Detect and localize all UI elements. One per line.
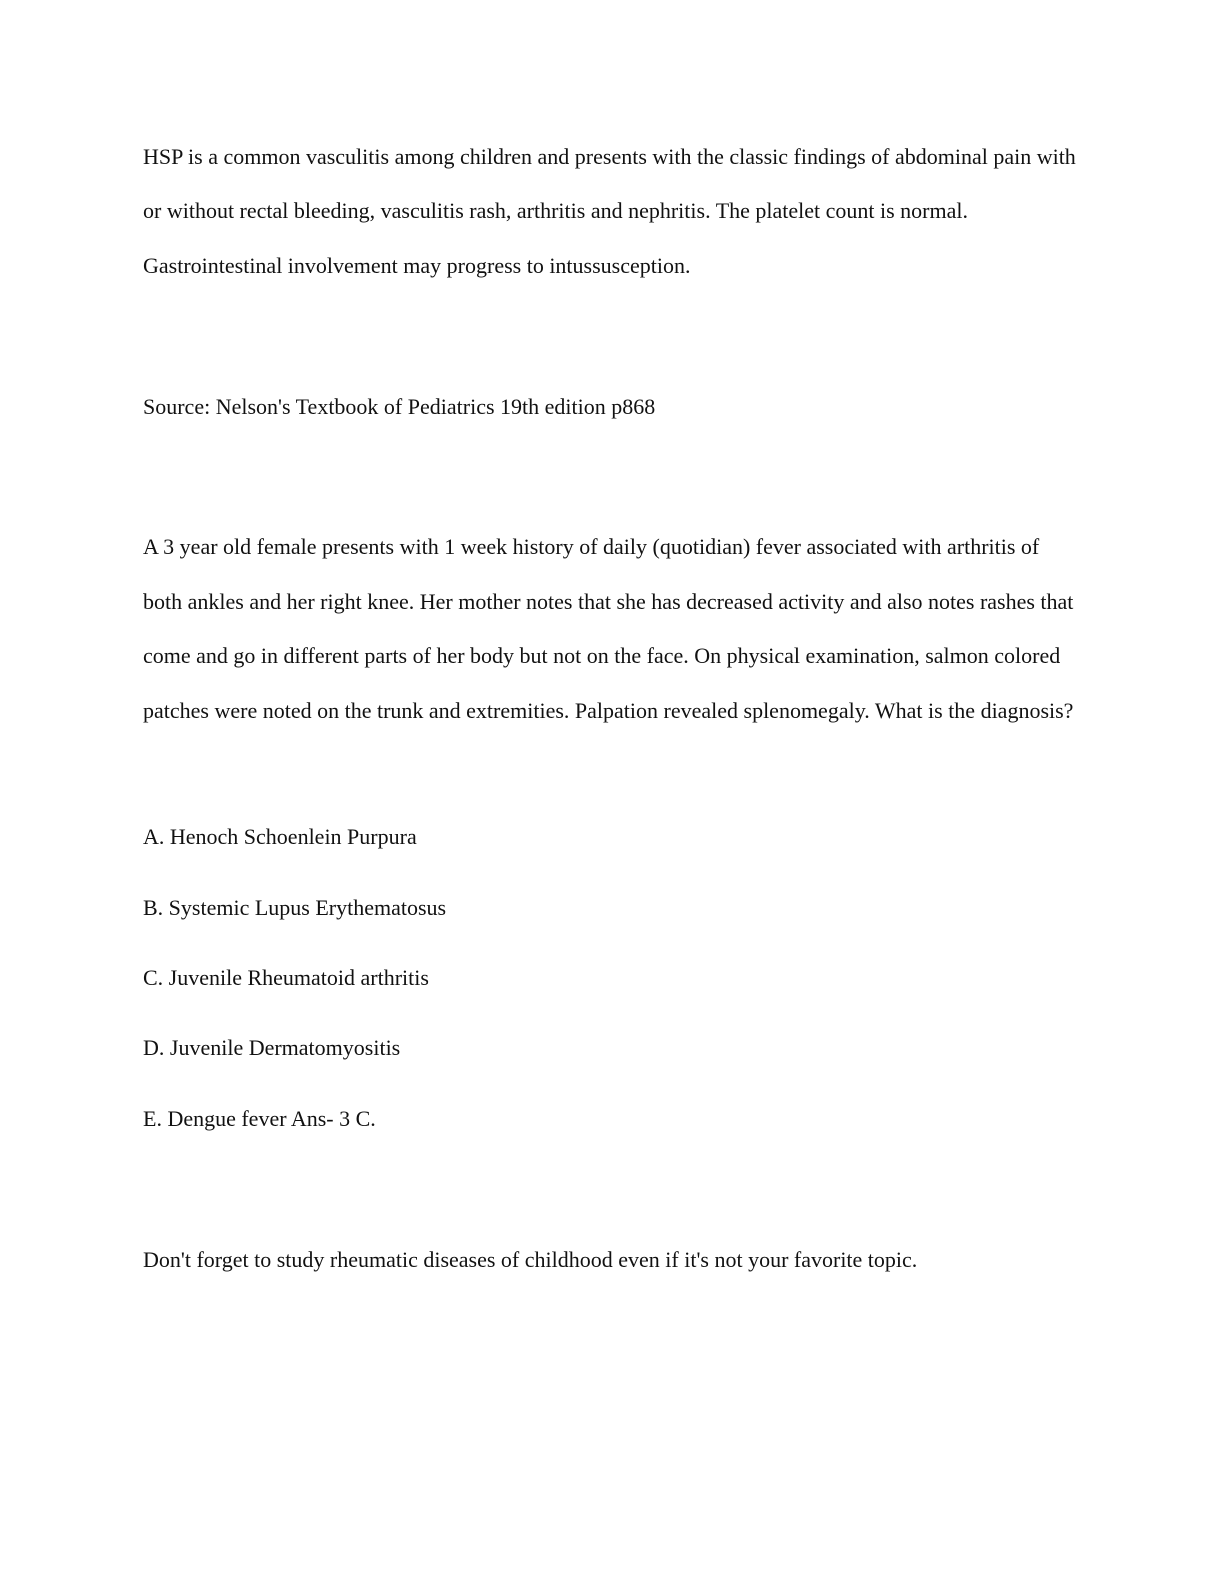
- explanation-paragraph: HSP is a common vasculitis among children and presents with the classic findings of abdominal pain with or without rectal bleeding, vasculitis rash, arthritis and nephritis. The platelet count is normal. Gastrointestinal involvement may progress to intussusception.: [143, 143, 1076, 278]
- option-c: C. Juvenile Rheumatoid arthritis: [143, 965, 429, 990]
- option-e-with-answer: E. Dengue fever Ans- 3 C.: [143, 1106, 376, 1131]
- option-a: A. Henoch Schoenlein Purpura: [143, 824, 417, 849]
- option-b: B. Systemic Lupus Erythematosus: [143, 895, 447, 920]
- option-d: D. Juvenile Dermatomyositis: [143, 1035, 401, 1060]
- question-stem: A 3 year old female presents with 1 week history of daily (quotidian) fever associated with arthritis of both ankles and her right knee. Her mother notes that she has decreased activity and also notes rashes that come and go in different parts of her body but not on the face. On physical examination, salmon colored patches were noted on the trunk and extremities. Palpation revealed splenomegaly. What is the diagnosis?: [143, 534, 1074, 723]
- closing-tip: Don't forget to study rheumatic diseases of childhood even if it's not your favorite topic.: [143, 1247, 918, 1272]
- source-citation: Source: Nelson's Textbook of Pediatrics 19th edition p868: [143, 394, 656, 419]
